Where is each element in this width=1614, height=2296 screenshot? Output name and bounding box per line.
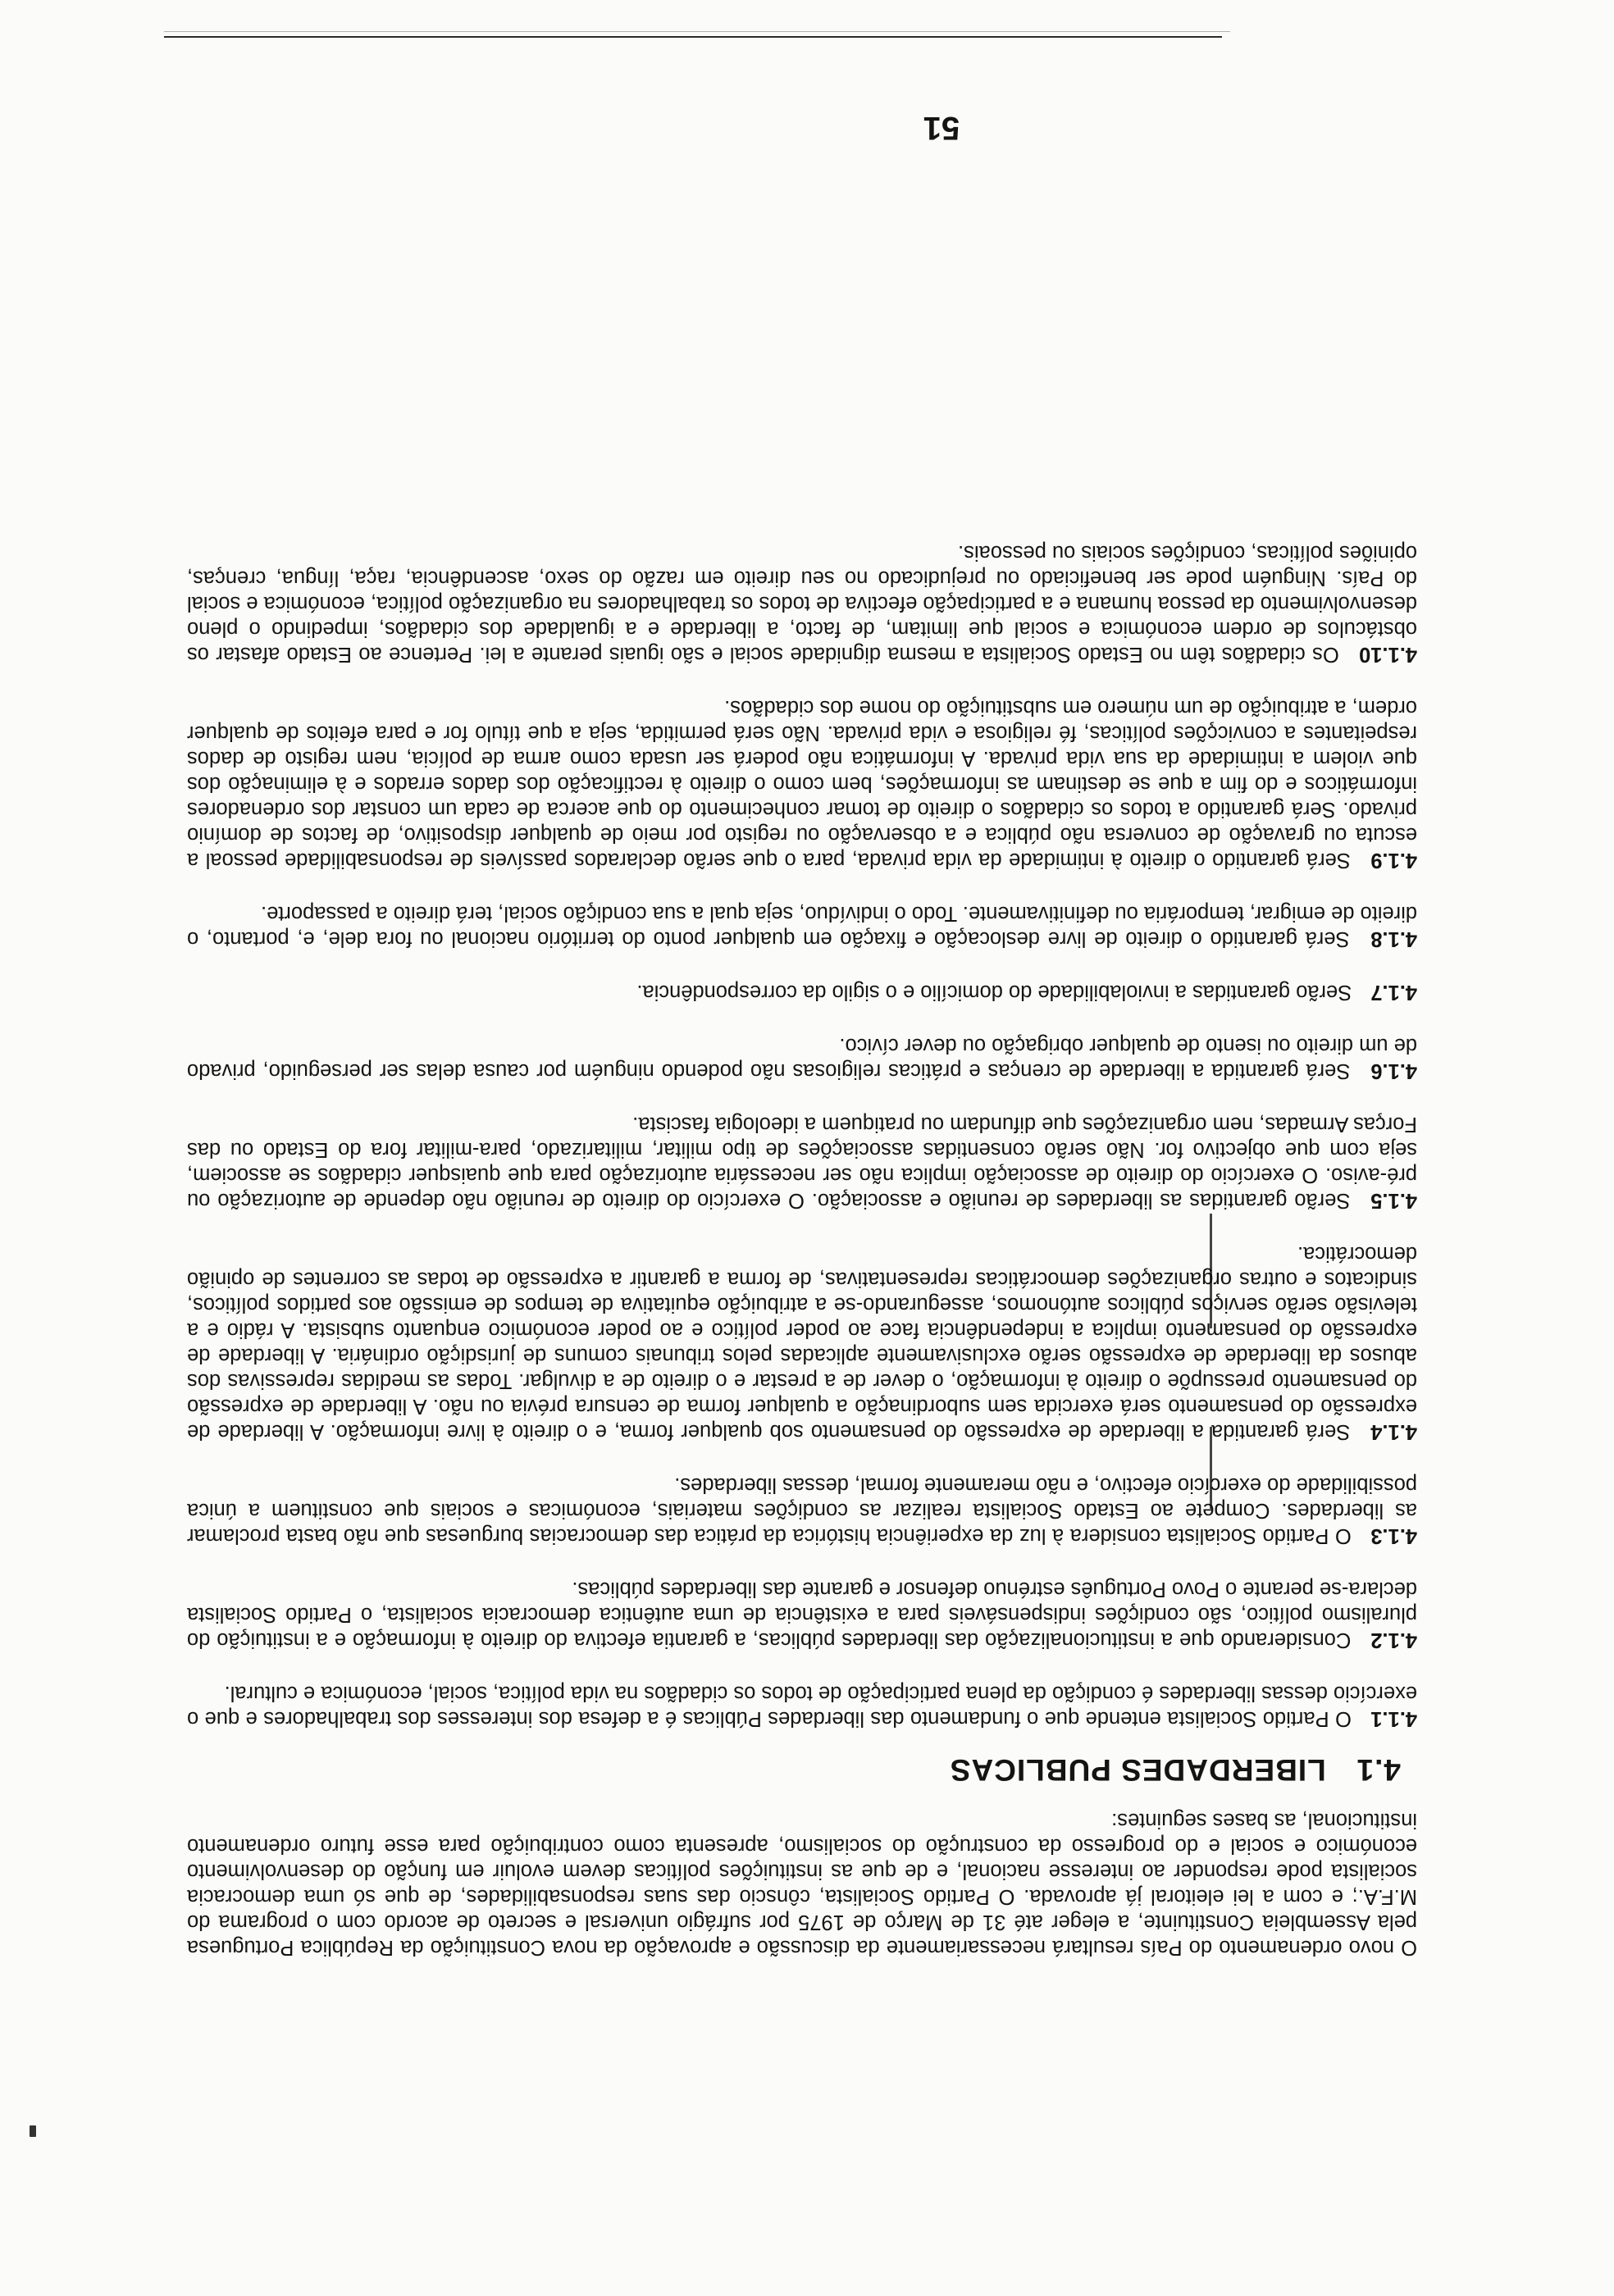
article xyxy=(187,1032,1417,1083)
article xyxy=(187,1680,1417,1731)
article xyxy=(187,540,1417,667)
article-number: 4.1.7 xyxy=(1370,981,1417,1004)
article-text: Serão garantidas as liberdades de reunião e associação. O exercício do direito de reunião não depende de autorização ou pré-aviso. O exercício do direito de associação implica não ser necessária autorização para que quaisquer cidadãos se associem, seja com que objectivo for. Não serão consentidas associações de tipo militar, militarizado, para-militar fora do Estado ou das Forças Armadas, nem organizações que difundam ou pratiquem a ideologia fascista. xyxy=(187,1113,1417,1212)
section-heading xyxy=(187,1753,1417,1787)
article-number: 4.1.1 xyxy=(1370,1707,1417,1730)
article-number: 4.1.2 xyxy=(1370,1629,1417,1651)
page-number: 51 xyxy=(923,110,960,146)
article-text: Os cidadãos têm no Estado Socialista a mesma dignidade social e são iguais perante a lei. Pertence ao Estado afastar os obstáculos de ordem económica e social que limitam, de facto, a liberdade e a igualdade dos cidadãos, impedindo o pleno desenvolvimento da pessoa humana e a participação efectiva de todos os trabalhadores na organização política, económica e social do País. Ninguém pode ser beneficiado ou prejudicado no seu direito em razão do sexo, ascendência, raça, língua, crenças, opiniões políticas, condições sociais ou pessoais. xyxy=(186,541,1417,666)
section-title: LIBERDADES PUBLICAS xyxy=(949,1753,1326,1787)
article xyxy=(187,695,1417,872)
article-text: Será garantida a liberdade de crenças e práticas religiosas não podendo ninguém por causa delas ser perseguido, privado de um direito ou isento de qualquer obrigação ou dever cívico. xyxy=(187,1034,1417,1082)
article-text: O Partido Socialista entende que o fundamento das liberdades Públicas é a defesa dos interesses dos trabalhadores e que o exercício dessas liberdades é condição da plena participação de todos os cidadãos na vida política, social, económica e cultural. xyxy=(187,1682,1417,1730)
article-text: Será garantido o direito de livre deslocação e fixação em qualquer ponto do território nacional ou fora dele, e, portanto, o direito de emigrar, temporária ou definitivamente. Todo o indivíduo, seja qual a sua condição social, terá direito a passaporte. xyxy=(187,902,1417,950)
page-content xyxy=(187,512,1417,1960)
article xyxy=(187,1472,1417,1548)
article-number: 4.1.5 xyxy=(1370,1189,1417,1212)
article xyxy=(187,900,1417,951)
article xyxy=(187,979,1417,1004)
article-number: 4.1.9 xyxy=(1370,849,1417,872)
article xyxy=(187,1241,1417,1444)
article-number: 4.1.10 xyxy=(1359,643,1417,666)
article-text: Serão garantidas a inviolabilidade do domicílio e o sigilo da correspondência. xyxy=(636,981,1352,1004)
article xyxy=(187,1111,1417,1213)
article-text: Será garantido o direito à intimidade da vida privada, para o que serão declarados passíveis de responsabilidade pessoal a escuta ou gravação de conversa não pública e a observação ou registo por meio de qualquer dispositivo, de factos de domínio privado. Será garantido a todos os cidadãos o direito de tomar conhecimento do que acerca de cada um constar dos ordenadores informáticos e do fim a que se destinam as informações, bem como o direito à rectificação dos dados errados e à eliminação dos que violem a intimidade da sua vida privada. A informática não poderá ser usada como arma de polícia, nem registo de dados respeitantes a convicções políticas, fé religiosa e vida privada. Não será permitida, seja a que título for e para efeitos de qualquer ordem, a atribuição de um número em substituição do nome dos cidadãos. xyxy=(187,696,1417,872)
article-text: Será garantida a liberdade de expressão do pensamento sob qualquer forma, e o direito à livre informação. A liberdade de expressão do pensamento será exercida sem subordinação a qualquer forma de censura prévia ou não. A liberdade de expressão do pensamento pressupõe o direito à informação, o dever de a prestar e o direito de a divulgar. Todas as medidas repressivas dos abusos da liberdade de expressão serão exclusivamente aplicadas pelos tribunais comuns de jurisdição ordinária. A liberdade de expressão do pensamento implica a independência face ao poder político e ao poder económico enquanto subsista. A rádio e a televisão serão serviços públicos autónomos, assegurando-se a atribuição equitativa de tempos de emissão aos partidos políticos, sindicatos e outras organizações democráticas representativas, de forma a garantir a expressão de todas as correntes de opinião democrática. xyxy=(187,1242,1417,1443)
article-number: 4.1.3 xyxy=(1370,1524,1417,1547)
article-number: 4.1.8 xyxy=(1370,927,1417,950)
article xyxy=(187,1576,1417,1652)
article-number: 4.1.6 xyxy=(1370,1059,1417,1082)
article-number: 4.1.4 xyxy=(1370,1420,1417,1443)
intro-paragraph: O novo ordenamento do País resultará necessariamente da discussão e aprovação da nova Constituição da República Portuguesa pela Assembleia Constituinte, a eleger até 31 de Março de 1975 por sufrágio universal e secreto de acordo com o programa do M.F.A.; e com a lei eleitoral já aprovada. O Partido Socialista, cônscio das suas responsabilidades, de que só uma democracia socialista pode responder ao interesse nacional, e de que as instituições políticas devem evoluir em função do desenvolvimento económico e social e do progresso da construção do socialismo, apresenta como contribuição para esse futuro ordenamento institucional, as bases seguintes: xyxy=(187,1809,1417,1959)
article-text: Considerando que a institucionalização das liberdades públicas, a garantia efectiva do direito à informação e a instituição do pluralismo político, são condições indispensáveis para a existência de uma autêntica democracia socialista, o Partido Socialista declara-se perante o Povo Português estrénuo defensor e garante das liberdades públicas. xyxy=(187,1578,1417,1651)
article-text: O Partido Socialista considera à luz da experiência histórica da prática das democracias burguesas que não basta proclamar as liberdades. Compete ao Estado Socialista realizar as condições materiais, económicas e sociais que constituem a única possibilidade do exercício efectivo, e não meramente formal, dessas liberdades. xyxy=(187,1474,1417,1547)
section-number: 4.1 xyxy=(1356,1753,1401,1787)
